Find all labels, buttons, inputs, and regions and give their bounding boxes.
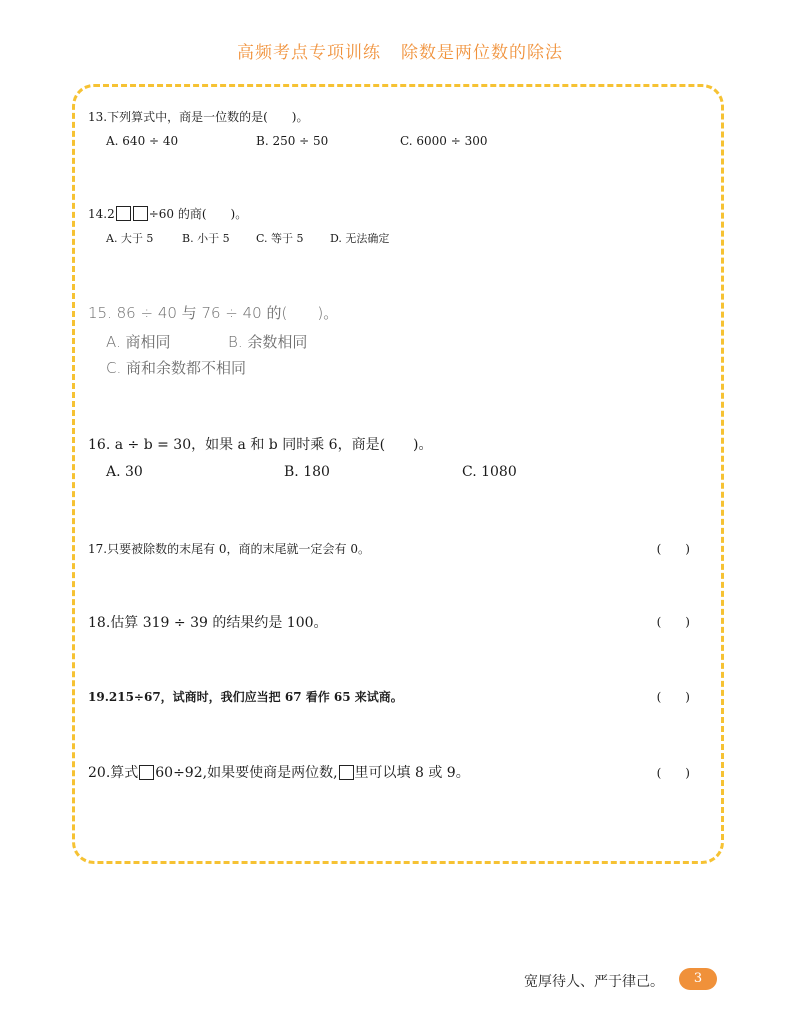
header-series: 高频考点专项训练 xyxy=(237,43,381,63)
question-16-option-c: C. 1080 xyxy=(462,464,517,480)
question-14-option-d: D. 无法确定 xyxy=(330,232,390,245)
question-14 xyxy=(88,205,390,246)
answer-paren-17: ( ) xyxy=(656,542,690,556)
question-13-option-a: A. 640 ÷ 40 xyxy=(106,134,179,148)
question-18-stem: 18.估算 319 ÷ 39 的结果约是 100。 xyxy=(88,615,328,631)
header-topic: 除数是两位数的除法 xyxy=(401,43,563,63)
question-14-option-a: A. 大于 5 xyxy=(106,232,154,245)
blank-box xyxy=(339,765,354,780)
question-14-suffix: ÷60 的商( )。 xyxy=(148,207,248,221)
blank-box xyxy=(116,206,131,221)
blank-box xyxy=(133,206,148,221)
question-16-option-b: B. 180 xyxy=(284,464,330,480)
question-16 xyxy=(88,434,517,484)
question-20-suffix: 里可以填 8 或 9。 xyxy=(354,765,470,781)
answer-paren-18: ( ) xyxy=(656,615,690,629)
question-15-option-b: B. 余数相同 xyxy=(228,333,308,351)
question-16-option-a: A. 30 xyxy=(106,464,143,480)
question-19 xyxy=(88,688,403,705)
question-17-stem: 17.只要被除数的末尾有 0，商的末尾就一定会有 0。 xyxy=(88,542,370,556)
question-20-middle: 60÷92,如果要使商是两位数, xyxy=(155,765,338,781)
question-14-option-c: C. 等于 5 xyxy=(256,232,304,245)
blank-box xyxy=(139,765,154,780)
question-13-option-c: C. 6000 ÷ 300 xyxy=(400,134,488,148)
question-14-prefix: 14.2 xyxy=(88,207,115,221)
answer-paren-19: ( ) xyxy=(656,690,690,704)
question-15-stem: 15. 86 ÷ 40 与 76 ÷ 40 的( )。 xyxy=(88,304,339,322)
question-19-stem: 19.215÷67，试商时，我们应当把 67 看作 65 来试商。 xyxy=(88,690,403,704)
question-15-option-a: A. 商相同 xyxy=(106,333,171,351)
page-header xyxy=(0,38,800,63)
page-number: 3 xyxy=(679,968,717,990)
question-16-stem: 16. a ÷ b = 30，如果 a 和 b 同时乘 6，商是( )。 xyxy=(88,437,433,453)
question-15 xyxy=(88,302,338,378)
question-13-stem: 13.下列算式中，商是一位数的是( )。 xyxy=(88,110,309,124)
question-20-prefix: 20.算式 xyxy=(88,765,139,781)
question-17 xyxy=(88,540,370,557)
question-14-option-b: B. 小于 5 xyxy=(182,232,230,245)
question-15-option-c: C. 商和余数都不相同 xyxy=(106,359,247,377)
question-13-option-b: B. 250 ÷ 50 xyxy=(256,134,329,148)
footer-motto: 宽厚待人、严于律己。 xyxy=(524,974,664,990)
question-18 xyxy=(88,612,328,632)
answer-paren-20: ( ) xyxy=(656,766,690,780)
question-20 xyxy=(88,762,470,782)
question-13 xyxy=(88,108,488,150)
